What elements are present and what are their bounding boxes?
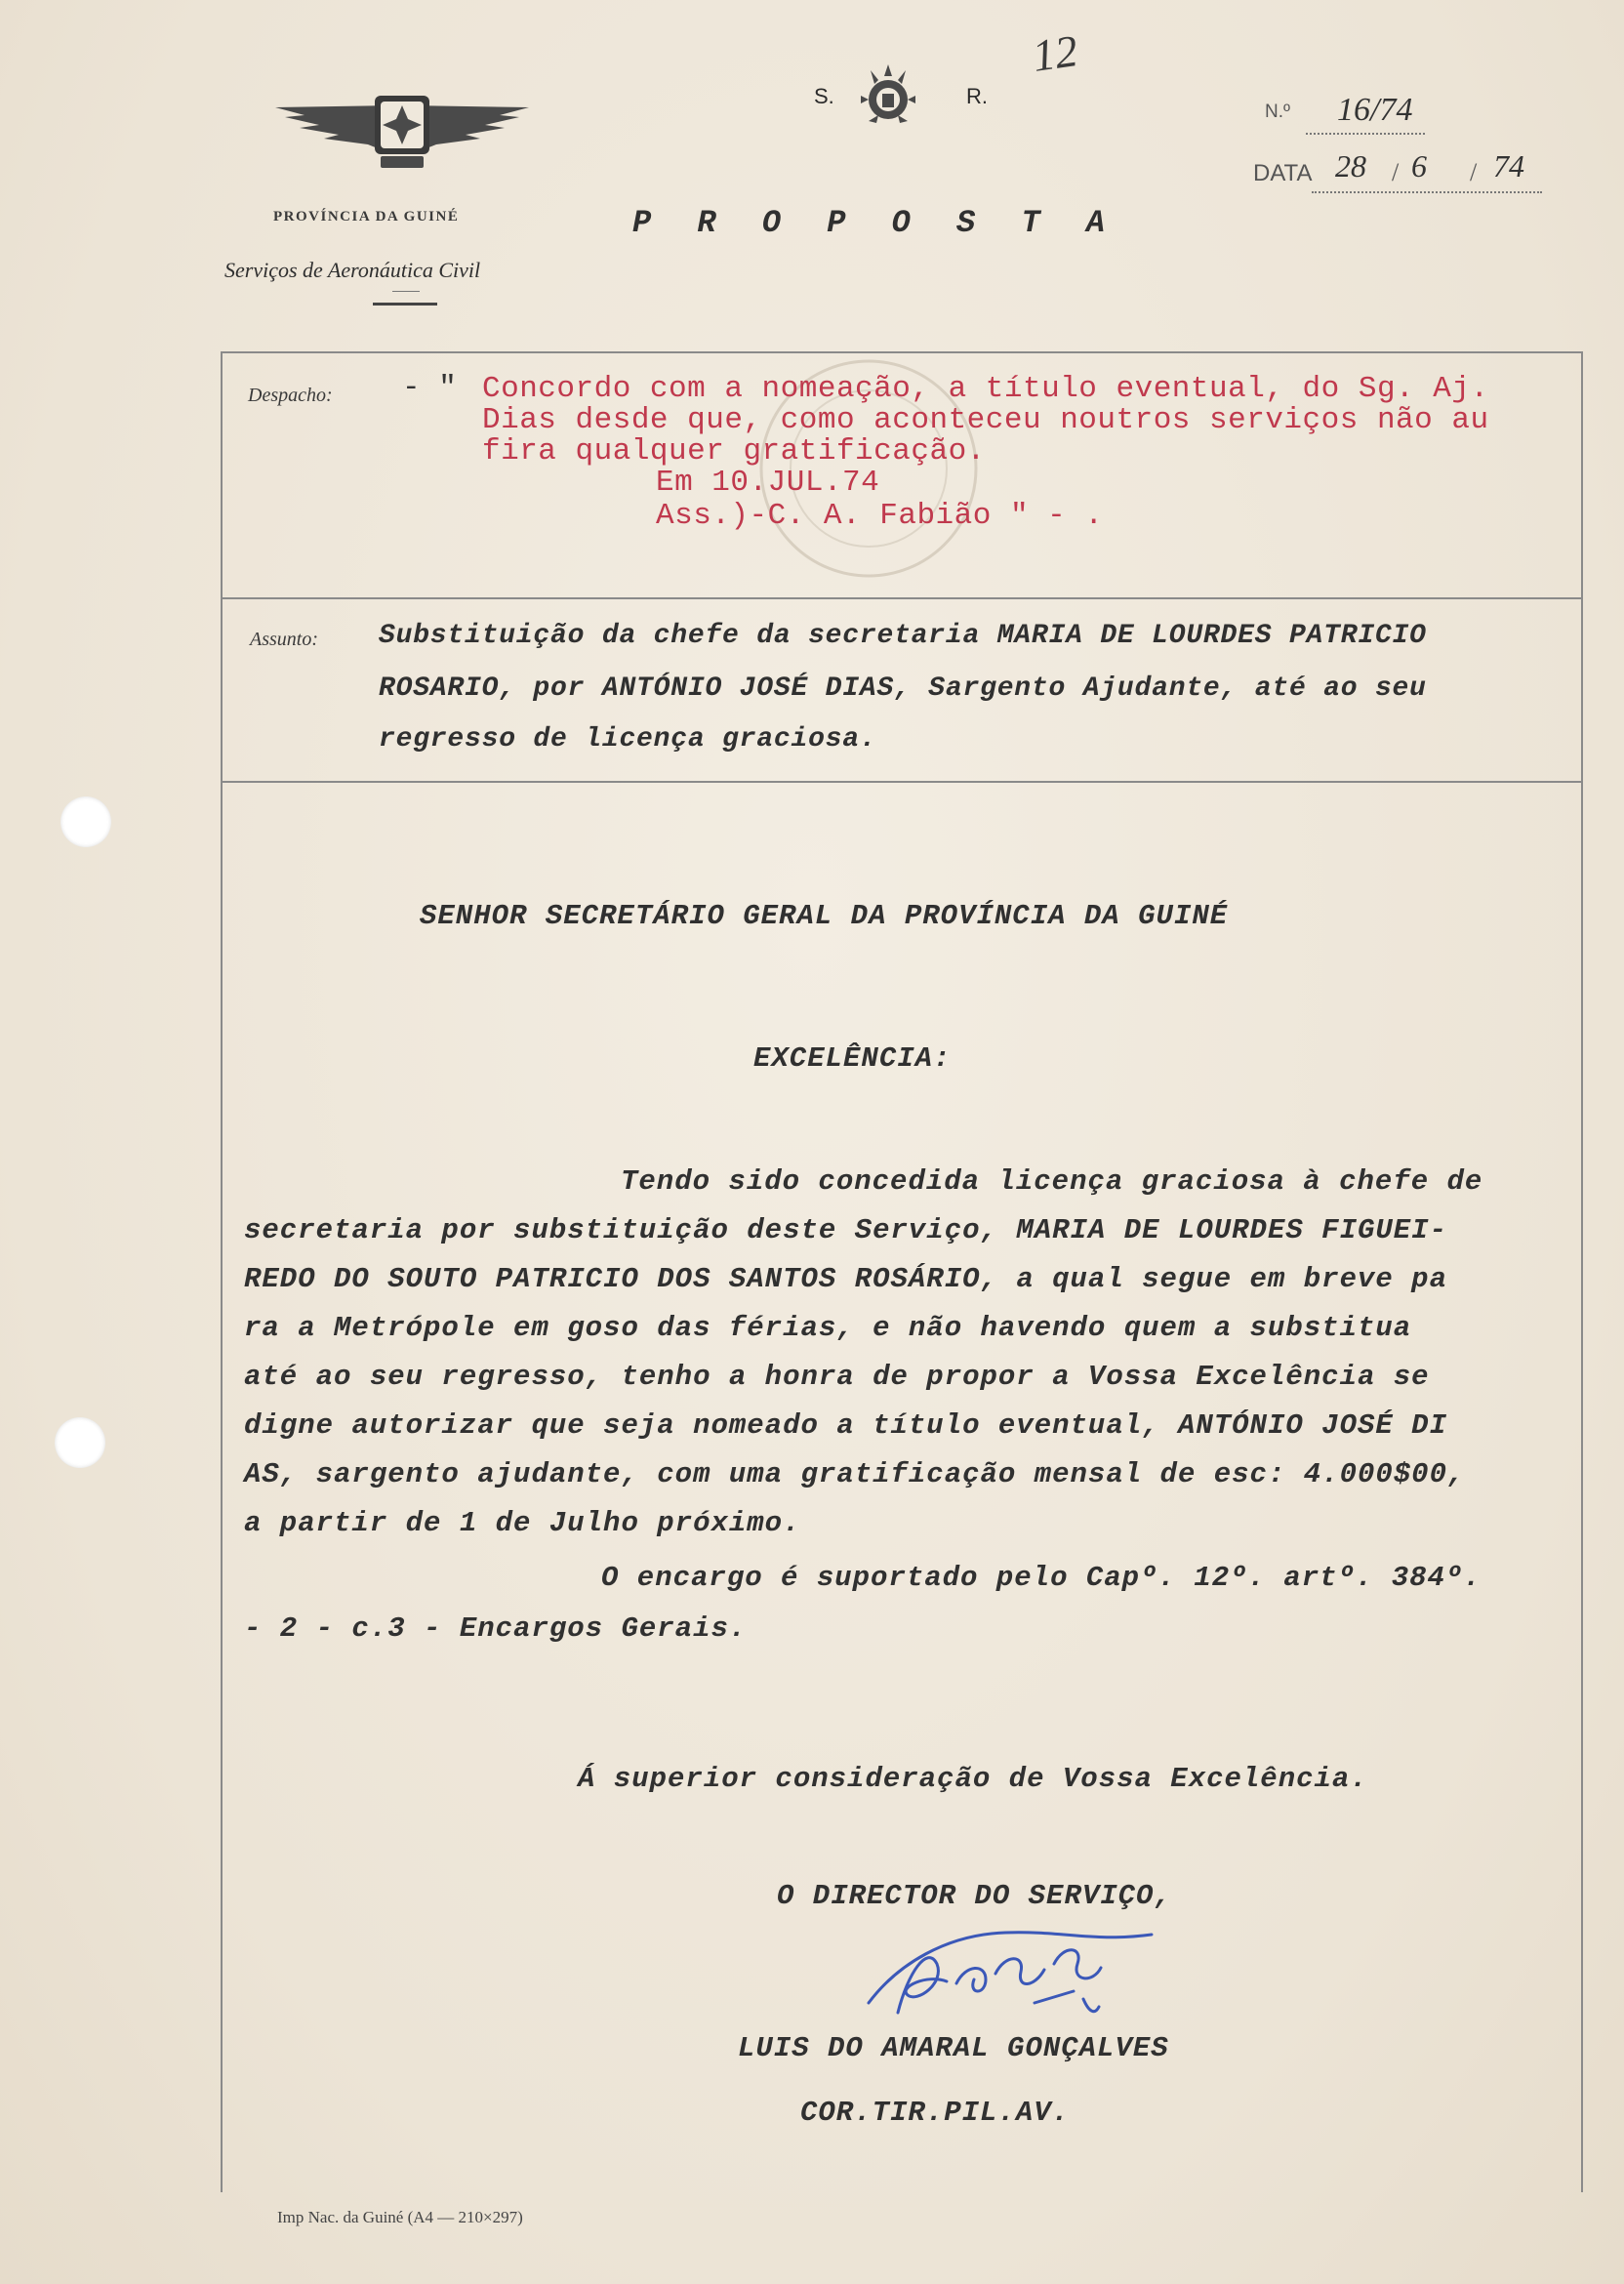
left-rule xyxy=(221,351,223,2192)
despacho-line-1: Concordo com a nomeação, a título eventual, do Sg. Aj. xyxy=(482,372,1489,406)
despacho-bottom-rule xyxy=(221,597,1583,599)
date-day: 28 xyxy=(1335,148,1366,184)
handwritten-signature-icon xyxy=(839,1905,1171,2032)
right-rule xyxy=(1581,351,1583,2192)
charge-line-1: O encargo é suportado pelo Capº. 12º. artº. 384º. xyxy=(601,1562,1482,1594)
addressee: SENHOR SECRETÁRIO GERAL DA PROVÍNCIA DA GUINÉ xyxy=(420,900,1229,932)
republic-crest-icon xyxy=(851,61,925,135)
service-label: Serviços de Aeronáutica Civil xyxy=(224,258,481,282)
despacho-label: Despacho: xyxy=(248,385,333,406)
despacho-line-4: Em 10.JUL.74 xyxy=(656,466,880,500)
punch-hole-bottom xyxy=(55,1417,105,1468)
assunto-line-2: ROSARIO, por ANTÓNIO JOSÉ DIAS, Sargento Ajudante, até ao seu xyxy=(379,673,1427,704)
number-dotted-line xyxy=(1306,133,1425,135)
assunto-line-1: Substituição da chefe da secretaria MARIA DE LOURDES PATRICIO xyxy=(379,621,1427,651)
sr-left: S. xyxy=(814,84,834,108)
service-dash xyxy=(392,291,420,292)
paragraph-line-8: a partir de 1 de Julho próximo. xyxy=(244,1507,801,1539)
sr-right: R. xyxy=(966,84,988,108)
paragraph-line-4: ra a Metrópole em goso das férias, e não havendo quem a substitua xyxy=(244,1312,1412,1344)
paragraph-line-3: REDO DO SOUTO PATRICIO DOS SANTOS ROSÁRIO, a qual segue em breve pa xyxy=(244,1263,1447,1295)
despacho-prefix: - " xyxy=(402,371,457,405)
despacho-line-2: Dias desde que, como aconteceu noutros serviços não au xyxy=(482,403,1489,437)
assunto-line-3: regresso de licença graciosa. xyxy=(379,724,877,755)
paragraph-line-2: secretaria por substituição deste Serviço, MARIA DE LOURDES FIGUEI- xyxy=(244,1214,1447,1246)
salutation: EXCELÊNCIA: xyxy=(753,1042,952,1075)
closing-line: Á superior consideração de Vossa Excelência. xyxy=(578,1763,1368,1795)
punch-hole-top xyxy=(61,796,111,847)
date-sep-2: / xyxy=(1470,158,1478,186)
province-label: PROVÍNCIA DA GUINÉ xyxy=(273,209,460,224)
assunto-bottom-rule xyxy=(221,781,1583,783)
imprint-footer: Imp Nac. da Guiné (A4 — 210×297) xyxy=(277,2208,523,2226)
date-sep-1: / xyxy=(1392,158,1400,186)
service-underline xyxy=(373,303,437,306)
date-year: 74 xyxy=(1493,148,1524,184)
signature-rank: COR.TIR.PIL.AV. xyxy=(800,2097,1071,2129)
document-type-title: P R O P O S T A xyxy=(632,205,1119,241)
despacho-line-3: fira qualquer gratificação. xyxy=(482,434,986,469)
paragraph-line-7: AS, sargento ajudante, com uma gratificação mensal de esc: 4.000$00, xyxy=(244,1458,1466,1490)
despacho-line-5: Ass.)-C. A. Fabião " - . xyxy=(656,499,1104,533)
signature-title: O DIRECTOR DO SERVIÇO, xyxy=(777,1880,1172,1912)
paragraph-line-1: Tendo sido concedida licença graciosa à chefe de xyxy=(621,1165,1483,1198)
number-label: N.º xyxy=(1265,102,1290,122)
assunto-label: Assunto: xyxy=(250,629,318,650)
paragraph-line-6: digne autorizar que seja nomeado a título eventual, ANTÓNIO JOSÉ DI xyxy=(244,1409,1447,1442)
date-dotted-line xyxy=(1312,191,1542,193)
number-value: 16/74 xyxy=(1337,92,1413,128)
paragraph-line-5: até ao seu regresso, tenho a honra de propor a Vossa Excelência se xyxy=(244,1361,1430,1393)
signature-name: LUIS DO AMARAL GONÇALVES xyxy=(738,2032,1169,2064)
page-number-handwritten: 12 xyxy=(1029,25,1081,81)
date-label: DATA xyxy=(1253,160,1313,186)
charge-line-2: - 2 - c.3 - Encargos Gerais. xyxy=(244,1612,748,1645)
aviation-wings-emblem-icon xyxy=(265,86,539,180)
date-month: 6 xyxy=(1411,148,1427,184)
